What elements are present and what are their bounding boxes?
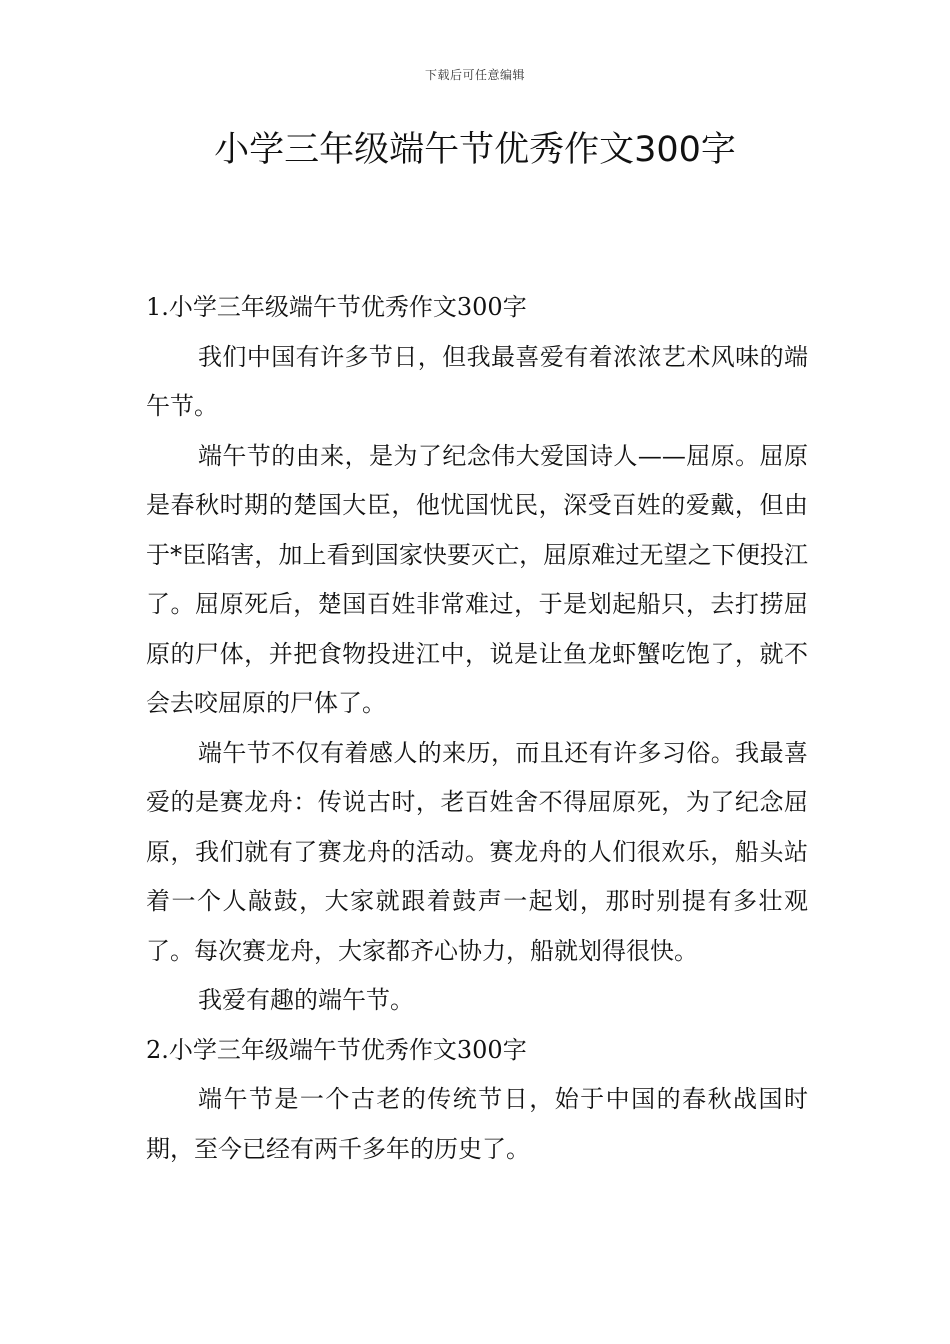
header-note: 下载后可任意编辑: [424, 68, 525, 82]
section-2: [146, 1026, 808, 1175]
paragraph: 我爱有趣的端午节。: [198, 986, 414, 1014]
section-1: [146, 283, 808, 1026]
paragraph: 我们中国有许多节日，但我最喜爱有着浓浓艺术风味的端午节。: [146, 342, 808, 420]
paragraph: 端午节不仅有着感人的来历，而且还有许多习俗。我最喜爱的是赛龙舟：传说古时，老百姓舍不得屈原死，为了纪念屈原，我们就有了赛龙舟的活动。赛龙舟的人们很欢乐，船头站着一个人敲鼓，大家就跟着鼓声一起划，那时别提有多壮观了。每次赛龙舟，大家都齐心协力，船就划得很快。: [146, 738, 808, 965]
document-title: 小学三年级端午节优秀作文300字: [214, 130, 736, 170]
paragraph: 端午节的由来，是为了纪念伟大爱国诗人——屈原。屈原是春秋时期的楚国大臣，他忧国忧民，深受百姓的爱戴，但由于*臣陷害，加上看到国家快要灭亡，屈原难过无望之下便投江了。屈原死后，楚国百姓非常难过，于是划起船只，去打捞屈原的尸体，并把食物投进江中，说是让鱼龙虾蟹吃饱了，就不会去咬屈原的尸体了。: [146, 441, 808, 717]
section-heading: 1.小学三年级端午节优秀作文300字: [146, 293, 527, 321]
section-heading: 2.小学三年级端午节优秀作文300字: [146, 1035, 527, 1064]
document-body: [146, 283, 808, 1174]
paragraph: 端午节是一个古老的传统节日，始于中国的春秋战国时期，至今已经有两千多年的历史了。: [146, 1085, 808, 1163]
